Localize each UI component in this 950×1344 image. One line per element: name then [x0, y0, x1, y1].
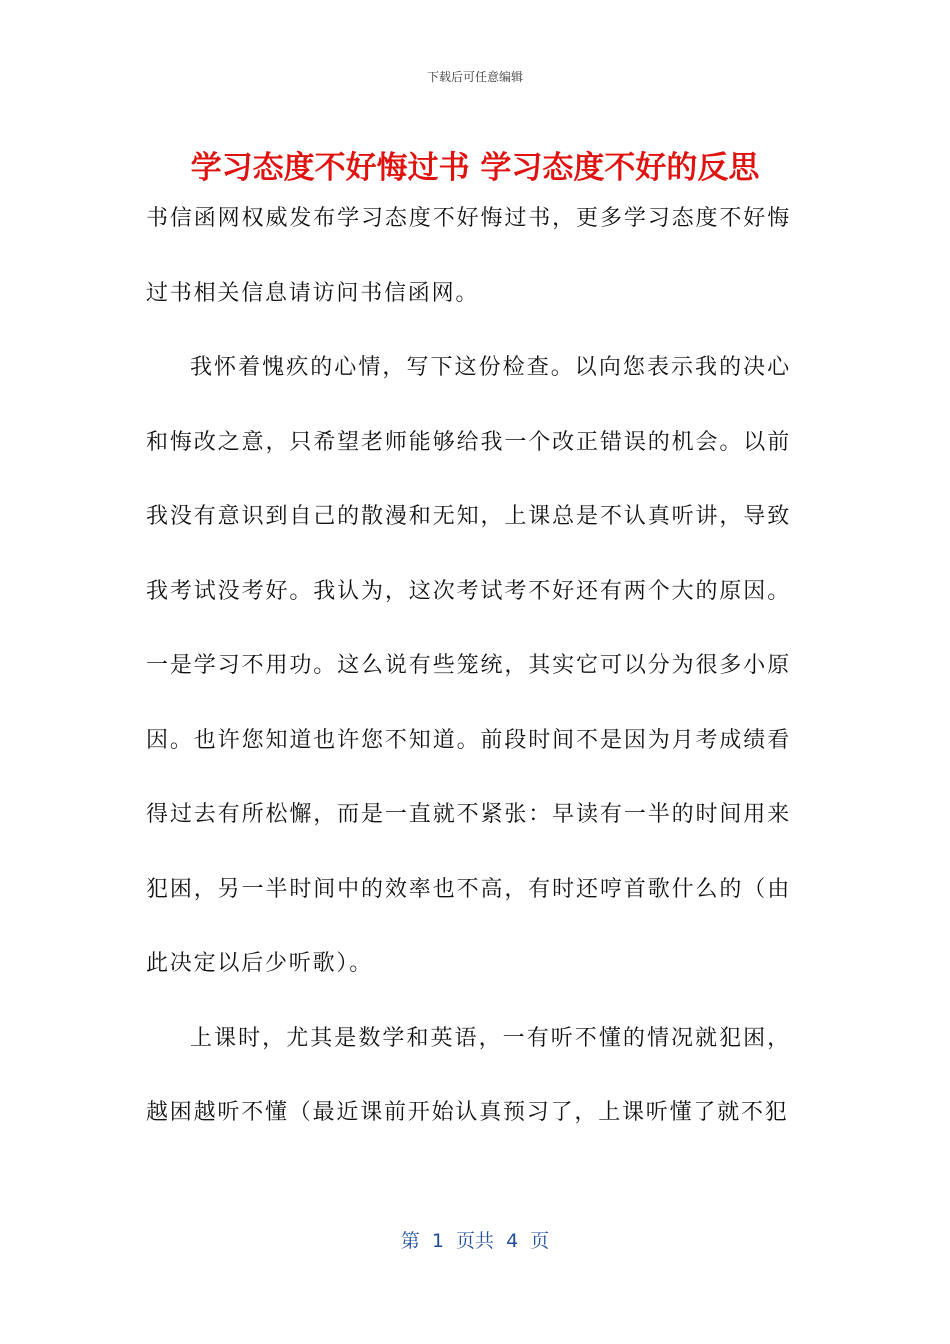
paragraph-class-behavior: 上课时，尤其是数学和英语，一有听不懂的情况就犯困，越困越听不懂（最近课前开始认真预习了，上课听懂了就不犯 [146, 1025, 791, 1125]
page-number: 第 1 页共 4 页 [400, 1230, 550, 1252]
document-body [146, 182, 791, 1151]
document-title: 学习态度不好悔过书 学习态度不好的反思 [190, 150, 760, 186]
paragraph-confession: 我怀着愧疚的心情，写下这份检查。以向您表示我的决心和悔改之意，只希望老师能够给我一个改正错误的机会。以前我没有意识到自己的散漫和无知，上课总是不认真听讲，导致我考试没考好。我认为，这次考试考不好还有两个大的原因。一是学习不用功。这么说有些笼统，其实它可以分为很多小原因。也许您知道也许您不知道。前段时间不是因为月考成绩看得过去有所松懈，而是一直就不紧张：早读有一半的时间用来犯困，另一半时间中的效率也不高，有时还哼首歌什么的（由此决定以后少听歌）。 [146, 355, 791, 976]
header-note: 下载后可任意编辑 [426, 70, 523, 84]
paragraph-intro: 书信函网权威发布学习态度不好悔过书，更多学习态度不好悔过书相关信息请访问书信函网。 [146, 206, 791, 306]
